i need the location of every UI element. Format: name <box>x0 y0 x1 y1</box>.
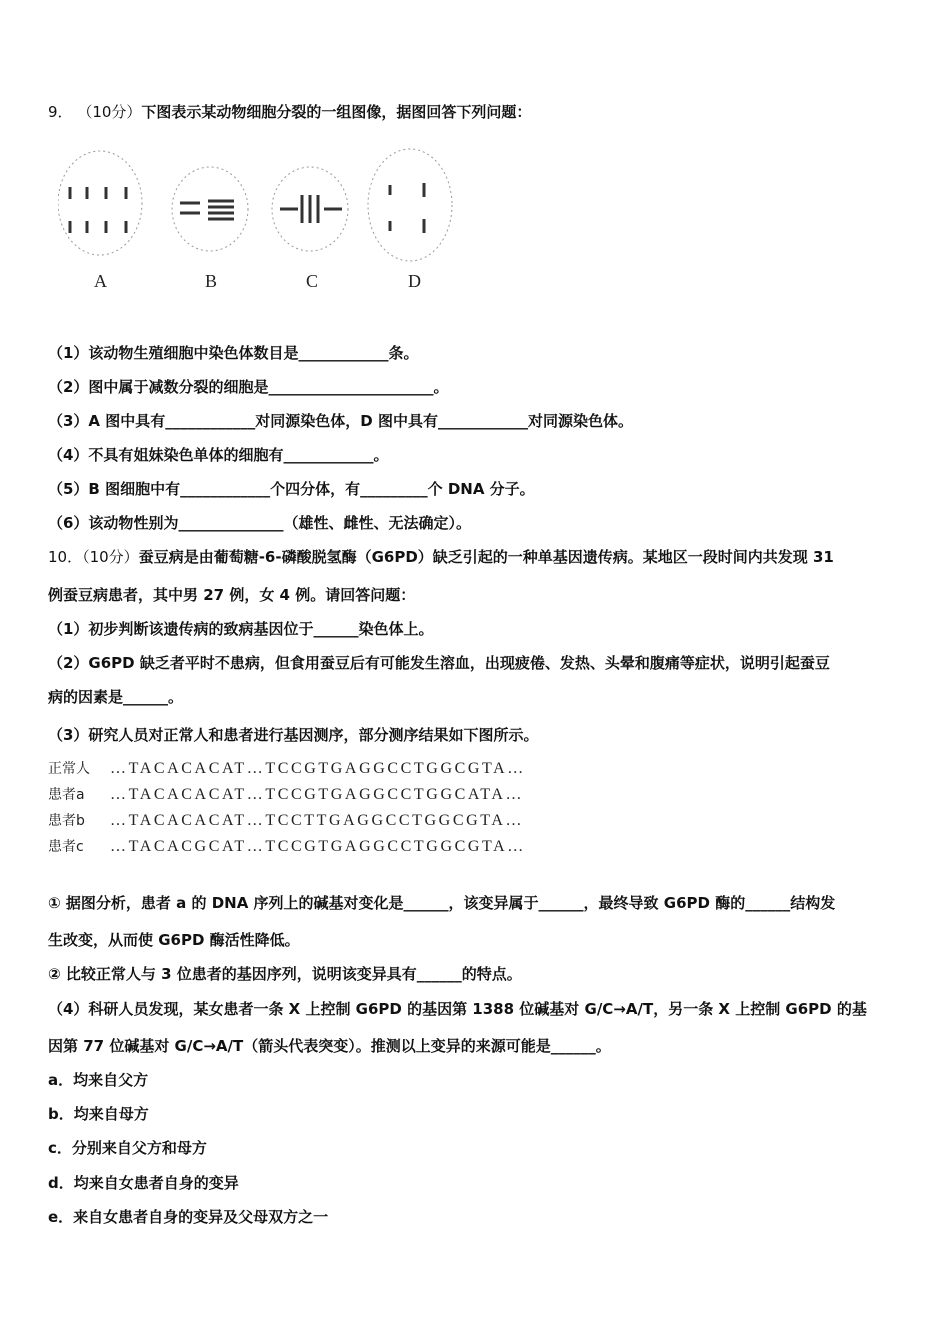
cell-b-chromosomes <box>180 201 234 219</box>
q9-item-4: （4）不具有姐妹染色单体的细胞有____________。 <box>48 446 389 464</box>
label-d: D <box>408 271 421 291</box>
sequence-row: 患者a …TACACACAT…TCCGTGAGGCCTGGCATA… <box>48 786 525 803</box>
q9-item-6: （6）该动物性别为______________（雄性、雌性、无法确定）。 <box>48 514 471 532</box>
q9-item-1: （1）该动物生殖细胞中染色体数目是____________条。 <box>48 344 419 362</box>
label-b: B <box>205 271 218 291</box>
cell-a-chromosomes <box>70 187 126 233</box>
cell-d <box>368 149 452 261</box>
q10-sub-2: ② 比较正常人与 3 位患者的基因序列，说明该变异具有______的特点。 <box>48 965 522 983</box>
q10-part-3: （3）研究人员对正常人和患者进行基因测序，部分测序结果如下图所示。 <box>48 726 539 744</box>
q9-item-5: （5）B 图细胞中有____________个四分体，有_________个 DNA 分子。 <box>48 480 535 498</box>
option-b: b．均来自母方 <box>48 1105 149 1123</box>
q10-stem: 10．（10分）蚕豆病是由葡萄糖-6-磷酸脱氢酶（G6PD）缺乏引起的一种单基因遗传病。某地区一段时间内共发现 31 <box>48 548 834 566</box>
cell-c-chromosomes <box>280 195 342 223</box>
q10-stem-line2: 例蚕豆病患者，其中男 27 例，女 4 例。请回答问题： <box>48 586 416 604</box>
cell-division-figure <box>58 145 478 295</box>
cell-b <box>172 167 248 251</box>
q10-part-4: （4）科研人员发现，某女患者一条 X 上控制 G6PD 的基因第 1388 位碱基对 G/C→A/T，另一条 X 上控制 G6PD 的基 <box>48 1000 867 1018</box>
q9-item-3: （3）A 图中具有____________对同源染色体，D 图中具有____________对同源染色体。 <box>48 412 633 430</box>
label-c: C <box>306 271 319 291</box>
cell-a <box>58 151 142 255</box>
q9-item-2: （2）图中属于减数分裂的细胞是______________________。 <box>48 378 449 396</box>
sequence-row: 患者b …TACACACAT…TCCTTGAGGCCTGGCGTA… <box>48 812 525 829</box>
q10-part-2-line2: 病的因素是______。 <box>48 688 184 706</box>
q10-part-1: （1）初步判断该遗传病的致病基因位于______染色体上。 <box>48 620 434 638</box>
cell-d-chromosomes <box>390 183 424 233</box>
sequence-row: 患者c …TACACGCAT…TCCGTGAGGCCTGGCGTA… <box>48 838 526 855</box>
option-e: e．来自女患者自身的变异及父母双方之一 <box>48 1208 329 1226</box>
option-d: d．均来自女患者自身的变异 <box>48 1174 239 1192</box>
option-a: a．均来自父方 <box>48 1071 149 1089</box>
sequence-row: 正常人 …TACACACAT…TCCGTGAGGCCTGGCGTA… <box>48 760 526 777</box>
q10-sub-1: ① 据图分析，患者 a 的 DNA 序列上的碱基对变化是______，该变异属于______，最终导致 G6PD 酶的______结构发 <box>48 894 836 912</box>
label-a: A <box>94 271 107 291</box>
q10-part-4-line2: 因第 77 位碱基对 G/C→A/T（箭头代表突变）。推测以上变异的来源可能是______。 <box>48 1037 611 1055</box>
q10-sub-1-line2: 生改变，从而使 G6PD 酶活性降低。 <box>48 931 300 949</box>
q9-stem: 9． （10分）下图表示某动物细胞分裂的一组图像，据图回答下列问题： <box>48 103 532 121</box>
option-c: c．分别来自父方和母方 <box>48 1139 207 1157</box>
q10-part-2: （2）G6PD 缺乏者平时不患病，但食用蚕豆后有可能发生溶血，出现疲倦、发热、头晕和腹痛等症状，说明引起蚕豆 <box>48 654 830 672</box>
